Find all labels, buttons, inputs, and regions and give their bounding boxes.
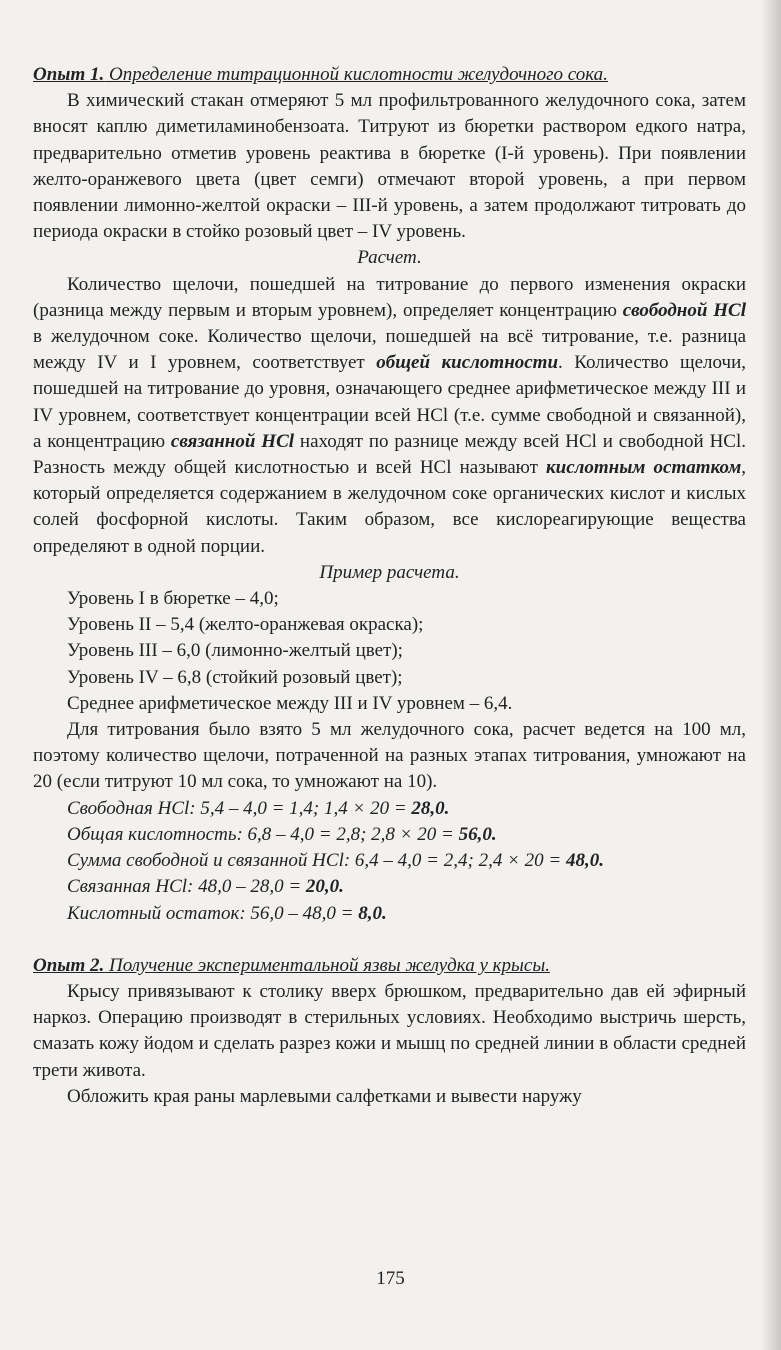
section-gap (33, 927, 746, 953)
formula-line (33, 901, 746, 927)
formula-expression: Свободная HCl: 5,4 – 4,0 = 1,4; 1,4 × 20 = (67, 797, 412, 819)
formula-result: 48,0. (565, 850, 604, 872)
calc-text-2: в желудочном соке. Количество щелочи, пошедшей на всё титрование, т.е. разница между IV и I уровнем, соответствует (33, 326, 746, 374)
formula-line (33, 796, 746, 822)
level-item: Уровень II – 5,4 (желто-оранжевая окраска); (67, 614, 424, 636)
calc-text-5: , который определяется содержанием в желудочном соке органических кислот и кислых солей фосфорной кислоты. Таким образом, все кислореагирующие вещества определяют в одной порции. (33, 457, 746, 557)
calc-text-3: . Количество щелочи, пошедшей на титрование до уровня, означающего среднее арифметическое между III и IV уровнем, соответствует концентрации всей HCl (т.е. сумме свободной и связанной), а концентрацию (33, 352, 746, 452)
formula-expression: Связанная HCl: 48,0 – 28,0 = (67, 876, 306, 898)
formula-result: 20,0. (305, 876, 344, 898)
formula-result: 56,0. (458, 823, 497, 845)
experiment-2-paragraph-1: Крысу привязывают к столику вверх брюшком, предварительно дав ей эфирный наркоз. Операцию производят в стерильных условиях. Необходимо выстричь шерсть, смазать кожу йодом и сделать разрез кожи и мышц по средней линии в области средней трети живота. (33, 980, 746, 1081)
experiment-2-title: Получение экспериментальной язвы желудка у крысы. (104, 954, 550, 976)
formula-line (33, 874, 746, 900)
formula-result: 28,0. (411, 797, 450, 819)
formula-expression: Сумма свободной и связанной HCl: 6,4 – 4,0 = 2,4; 2,4 × 20 = (67, 850, 566, 872)
experiment-1-heading (33, 62, 746, 88)
term-acid-residue: кислотным остатком (546, 457, 742, 479)
titration-note: Для титрования было взято 5 мл желудочного сока, расчет ведется на 100 мл, поэтому количество щелочи, потраченной на разных этапах титрования, умножают на 20 (если титруют 10 мл сока, то умножают на 10). (33, 719, 746, 793)
term-bound-hcl: связанной HCl (170, 430, 295, 452)
formula-line (33, 848, 746, 874)
experiment-2-number: Опыт 2. (33, 954, 105, 976)
experiment-1-intro: В химический стакан отмеряют 5 мл профильтрованного желудочного сока, затем вносят каплю диметиламинобензоата. Титруют из бюретки раствором едкого натра, предварительно отметив уровень реактива в бюретке (I-й уровень). При появлении желто-оранжевого цвета (цвет семги) отмечают второй уровень, а при первом появлении лимонно-желтой окраски – III-й уровень, а затем продолжают титровать до периода окраски в стойко розовый цвет – IV уровень. (33, 90, 746, 243)
example-title: Пример расчета. (319, 561, 460, 583)
calc-text-4: находят по разнице между всей HCl и свободной HCl. Разность между общей кислотностью и всей HCl называют (33, 430, 747, 479)
level-item: Уровень III – 6,0 (лимонно-желтый цвет); (67, 640, 403, 662)
experiment-1-number: Опыт 1. (33, 64, 105, 85)
experiment-2-heading (33, 953, 746, 979)
page-number: 175 (376, 1268, 405, 1289)
formulas-list (33, 796, 746, 927)
levels-list (33, 586, 746, 717)
level-item: Среднее арифметическое между III и IV уровнем – 6,4. (67, 692, 513, 714)
term-total-acidity: общей кислотности (376, 352, 559, 374)
calc-text-1: Количество щелочи, пошедшей на титрование до первого изменения окраски (разница между первым и вторым уровнем), определяет концентрацию (33, 273, 746, 321)
level-item: Уровень I в бюретке – 4,0; (67, 588, 279, 610)
term-free-hcl: свободной HCl (622, 299, 746, 321)
formula-expression: Кислотный остаток: 56,0 – 48,0 = (67, 902, 359, 924)
formula-result: 8,0. (358, 902, 387, 924)
calculation-title: Расчет. (357, 247, 422, 269)
formula-line (33, 822, 746, 848)
level-item: Уровень IV – 6,8 (стойкий розовый цвет); (67, 666, 403, 688)
page-content (33, 62, 746, 1110)
calculation-paragraph (33, 272, 746, 560)
formula-expression: Общая кислотность: 6,8 – 4,0 = 2,8; 2,8 × 20 = (67, 823, 459, 845)
experiment-2-paragraph-2: Обложить края раны марлевыми салфетками и вывести наружу (67, 1085, 582, 1107)
scan-edge-shadow (761, 0, 781, 1350)
experiment-1-title: Определение титрационной кислотности желудочного сока. (104, 64, 608, 85)
